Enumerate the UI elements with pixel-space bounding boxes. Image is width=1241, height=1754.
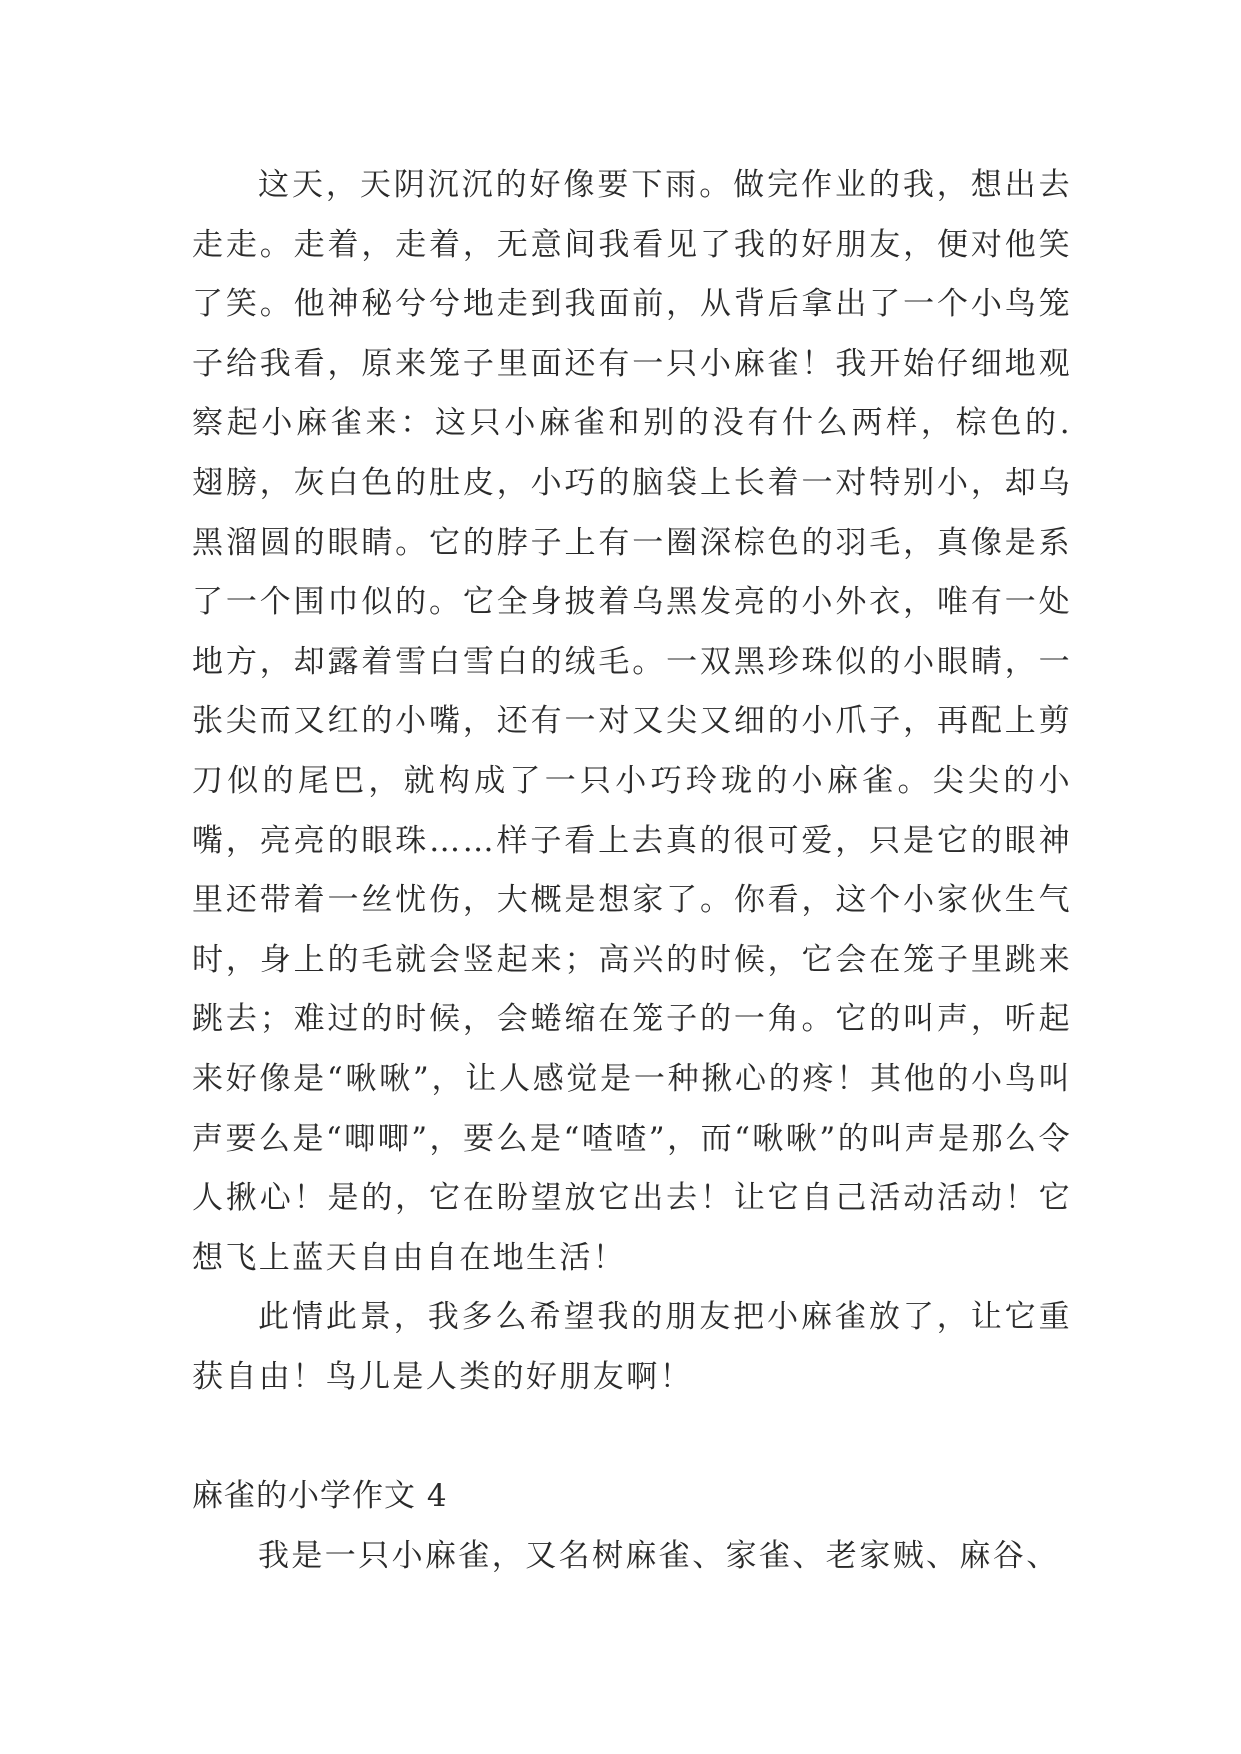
paragraph-wish: 此情此景，我多么希望我的朋友把小麻雀放了，让它重获自由！鸟儿是人类的好朋友啊！ — [192, 1299, 1072, 1395]
document-body — [192, 156, 1072, 1586]
paragraph-essay-4-start: 我是一只小麻雀，又名树麻雀、家雀、老家贼、麻谷、 — [258, 1537, 1060, 1574]
paragraph-sparrow-description: 这天，天阴沉沉的好像要下雨。做完作业的我，想出去走走。走着，走着，无意间我看见了我的好朋友，便对他笑了笑。他神秘兮兮地走到我面前，从背后拿出了一个小鸟笼子给我看，原来笼子里面还有一只小麻雀！我开始仔细地观察起小麻雀来：这只小麻雀和别的没有什么两样，棕色的.翅膀，灰白色的肚皮，小巧的脑袋上长着一对特别小，却乌黑溜圆的眼睛。它的脖子上有一圈深棕色的羽毛，真像是系了一个围巾似的。它全身披着乌黑发亮的小外衣，唯有一处地方，却露着雪白雪白的绒毛。一双黑珍珠似的小眼睛，一张尖而又红的小嘴，还有一对又尖又细的小爪子，再配上剪刀似的尾巴，就构成了一只小巧玲珑的小麻雀。尖尖的小嘴，亮亮的眼珠……样子看上去真的很可爱，只是它的眼神里还带着一丝忧伤，大概是想家了。你看，这个小家伙生气时，身上的毛就会竖起来；高兴的时候，它会在笼子里跳来跳去；难过的时候，会蜷缩在笼子的一角。它的叫声，听起来好像是“啾啾”，让人感觉是一种揪心的疼！其他的小鸟叫声要么是“唧唧”，要么是“喳喳”，而“啾啾”的叫声是那么令人揪心！是的，它在盼望放它出去！让它自己活动活动！它想飞上蓝天自由自在地生活！ — [192, 167, 1072, 1276]
blank-line — [192, 1407, 1072, 1467]
section-heading: 麻雀的小学作文 4 — [192, 1478, 448, 1515]
